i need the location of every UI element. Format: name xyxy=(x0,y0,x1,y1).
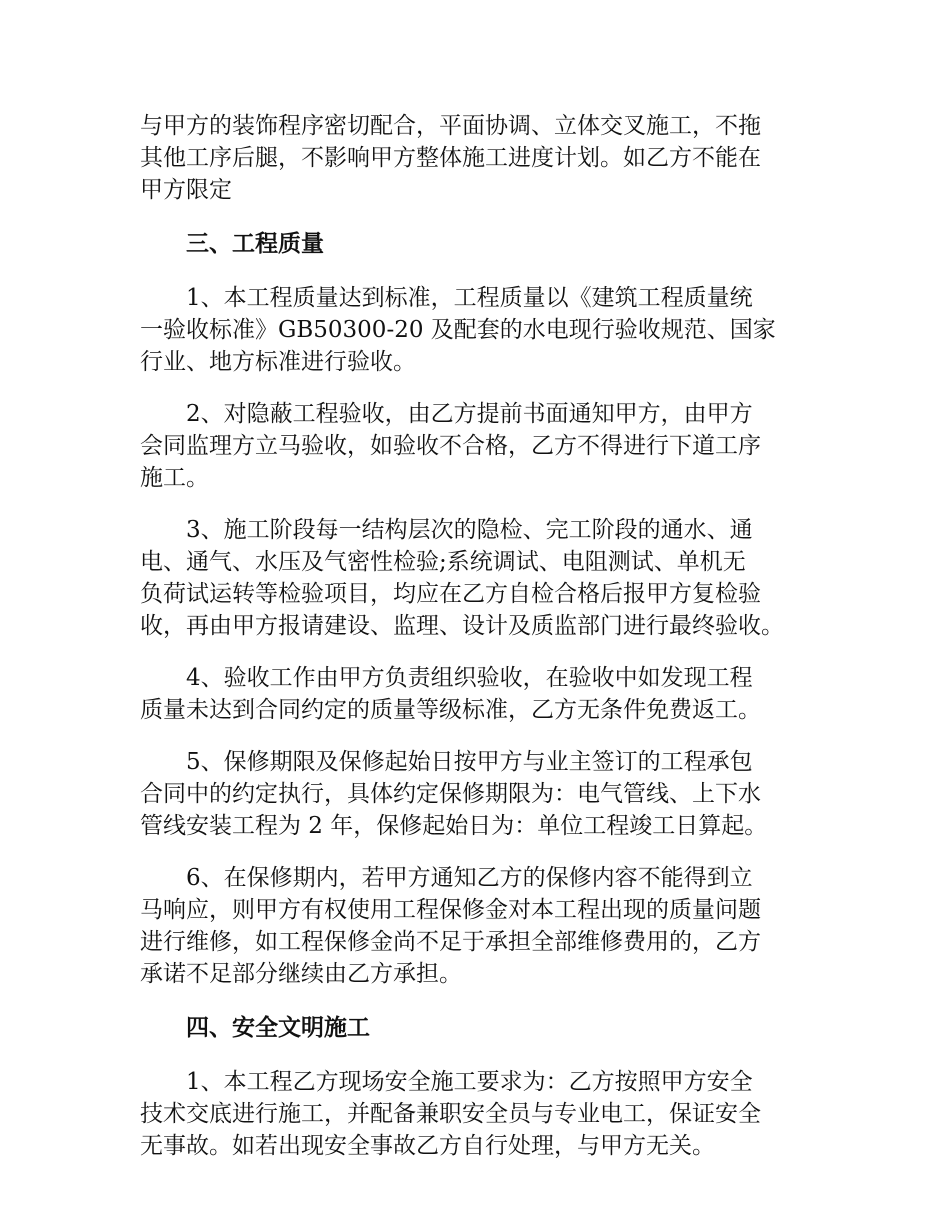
quality-clause-2 xyxy=(140,398,830,494)
text-line: 1、本工程质量达到标准，工程质量以《建筑工程质量统 xyxy=(186,285,753,311)
text-line: 1、本工程乙方现场安全施工要求为：乙方按照甲方安全 xyxy=(186,1069,753,1095)
text-line: 马响应，则甲方有权使用工程保修金对本工程出现的质量问题 xyxy=(140,897,761,923)
quality-clause-5 xyxy=(140,746,830,842)
text-line: 行业、地方标准进行验收。 xyxy=(140,349,416,375)
quality-clause-3 xyxy=(140,514,830,642)
text-line: 技术交底进行施工，并配备兼职安全员与专业电工，保证安全 xyxy=(140,1101,761,1127)
text-line: 负荷试运转等检验项目，均应在乙方自检合格后报甲方复检验 xyxy=(140,581,761,607)
text-line: 4、验收工作由甲方负责组织验收，在验收中如发现工程 xyxy=(186,665,753,691)
text-line: 5、保修期限及保修起始日按甲方与业主签订的工程承包 xyxy=(186,749,753,775)
safety-clause-1 xyxy=(140,1066,830,1162)
text-line: 电、通气、水压及气密性检验;系统调试、电阻测试、单机无 xyxy=(140,549,746,575)
text-line: 管线安装工程为 2 年，保修起始日为：单位工程竣工日算起。 xyxy=(140,813,768,839)
quality-clause-1 xyxy=(140,282,830,378)
quality-clause-4 xyxy=(140,662,830,726)
section-heading-safety: 四、安全文明施工 xyxy=(186,1014,370,1041)
text-line: 质量未达到合同约定的质量等级标准，乙方无条件免费返工。 xyxy=(140,697,761,723)
text-line: 2、对隐蔽工程验收，由乙方提前书面通知甲方，由甲方 xyxy=(186,401,753,427)
quality-clause-6 xyxy=(140,862,830,990)
text-line: 甲方限定 xyxy=(140,177,232,203)
text-line: 会同监理方立马验收，如验收不合格，乙方不得进行下道工序 xyxy=(140,433,761,459)
intro-paragraph xyxy=(140,110,830,206)
text-line: 6、在保修期内，若甲方通知乙方的保修内容不能得到立 xyxy=(186,865,753,891)
document-body xyxy=(140,110,830,1162)
text-line: 一验收标准》GB50300-20 及配套的水电现行验收规范、国家 xyxy=(140,317,776,343)
text-line: 与甲方的装饰程序密切配合，平面协调、立体交叉施工，不拖 xyxy=(140,113,761,139)
text-line: 3、施工阶段每一结构层次的隐检、完工阶段的通水、通 xyxy=(186,517,753,543)
text-line: 施工。 xyxy=(140,465,209,491)
text-line: 进行维修，如工程保修金尚不足于承担全部维修费用的，乙方 xyxy=(140,929,761,955)
section-heading-quality: 三、工程质量 xyxy=(186,230,324,257)
text-line: 收，再由甲方报请建设、监理、设计及质监部门进行最终验收。 xyxy=(140,613,784,639)
text-line: 无事故。如若出现安全事故乙方自行处理，与甲方无关。 xyxy=(140,1133,715,1159)
text-line: 承诺不足部分继续由乙方承担。 xyxy=(140,961,462,987)
text-line: 其他工序后腿，不影响甲方整体施工进度计划。如乙方不能在 xyxy=(140,145,761,171)
text-line: 合同中的约定执行，具体约定保修期限为：电气管线、上下水 xyxy=(140,781,761,807)
